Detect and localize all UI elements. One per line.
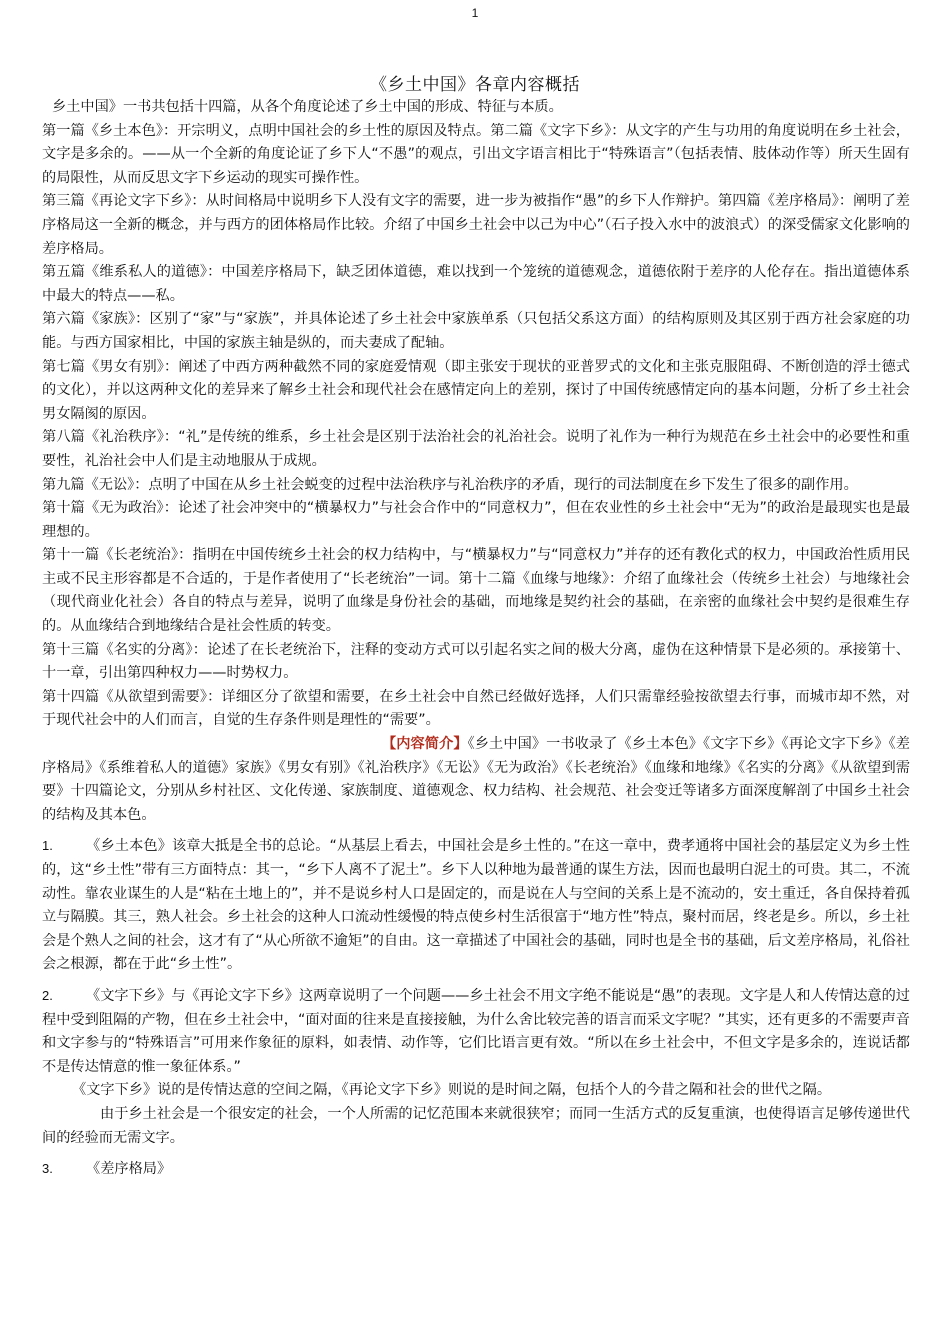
summary-label: 【内容简介】 <box>382 736 468 753</box>
section-3-heading <box>42 1157 910 1182</box>
chapter-paragraph-10: 第十篇《无为政治》：论述了社会冲突中的“横暴权力”与社会合作中的“同意权力”，但在农业性的乡土社会中“无为”的政治是最现实也是最理想的。 <box>42 500 910 540</box>
numbered-paragraph-2 <box>42 984 910 1079</box>
section-3-title: 《差序格局》 <box>86 1161 172 1178</box>
document-body <box>42 96 910 1182</box>
numbered-paragraph-1 <box>42 834 910 977</box>
intro-paragraph: 乡土中国》一书共包括十四篇，从各个角度论述了乡土中国的形成、特征与本质。 <box>52 99 563 115</box>
numbered-text: 《文字下乡》与《再论文字下乡》这两章说明了一个问题——乡土社会不用文字绝不能说是“愚”的表现。文字是人和人传情达意的过程中受到阻隔的产物，但在乡土社会中，“面对面的往来是直接接触，为什么舍比较完善的语言而采文字呢？”其实，还有更多的不需要声音和文字参与的“特殊语言”可用来作象征的原料，如表情、动作等，它们比语言更有效。“所以在乡土社会中，不但文字是多余的，连说话都不是传达情意的惟一象征体系。” <box>42 987 910 1075</box>
chapter-paragraph-3: 第三篇《再论文字下乡》：从时间格局中说明乡下人没有文字的需要，进一步为被指作“愚”的乡下人作辩护。第四篇《差序格局》：阐明了差序格局这一全新的概念，并与西方的团体格局作比较。介绍了中国乡土社会中以己为中心”（石子投入水中的波浪式）的深受儒家文化影响的差序格局。 <box>42 193 910 257</box>
chapter-paragraph-13: 第十三篇《名实的分离》：论述了在长老统治下，注释的变动方式可以引起名实之间的极大分离，虚伪在这种情景下是必须的。承接第十、十一章，引出第四种权力——时势权力。 <box>42 641 910 682</box>
chapter-paragraph-8: 第八篇《礼治秩序》：“礼”是传统的维系，乡土社会是区别于法治社会的礼治社会。说明了礼作为一种行为规范在乡土社会中的必要性和重要性，礼治社会中人们是主动地服从于成规。 <box>42 429 910 469</box>
item-number: 2. <box>42 987 53 1003</box>
chapter-paragraph-9: 第九篇《无讼》：点明了中国在从乡土社会蜕变的过程中法治秩序与礼治秩序的矛盾，现行的司法制度在乡下发生了很多的副作用。 <box>42 476 858 493</box>
item-number: 1. <box>42 838 53 854</box>
summary-paragraph <box>42 733 910 827</box>
memory-paragraph: 由于乡土社会是一个很安定的社会，一个人所需的记忆范围本来就很狭窄；而同一生活方式的反复重演，也使得语言足够传递世代间的经验而无需文字。 <box>42 1105 910 1146</box>
document-title: 《乡土中国》各章内容概括 <box>370 75 580 95</box>
numbered-text: 《乡土本色》该章大抵是全书的总论。“从基层上看去，中国社会是乡土性的。”在这一章中，费孝通将中国社会的基层定义为乡土性的，这“乡土性”带有三方面特点：其一，“乡下人离不了泥土”。乡下人以种地为最普通的谋生方法，因而也最明白泥土的可贵。其二，不流动性。靠农业谋生的人是“粘在土地上的”，并不是说乡村人口是固定的，而是说在人与空间的关系上是不流动的，安土重迁，各自保持着孤立与隔膜。其三，熟人社会。乡土社会的这种人口流动性缓慢的特点使乡村生活很富于“地方性”特点，聚村而居，终老是乡。所以，乡土社会是个熟人之间的社会，这才有了“从心所欲不逾矩”的自由。这一章描述了中国社会的基础，同时也是全书的基础，后文差序格局，礼俗社会之根源，都在于此“乡土性”。 <box>42 838 910 973</box>
chapter-paragraph-14: 第十四篇《从欲望到需要》：详细区分了欲望和需要，在乡土社会中自然已经做好选择，人们只需靠经验按欲望去行事，而城市却不然，对于现代社会中的人们而言，自觉的生存条件则是理性的“需要”。 <box>42 688 910 729</box>
item-number: 3. <box>42 1161 53 1177</box>
chapter-paragraph-5: 第五篇《维系私人的道德》：中国差序格局下，缺乏团体道德，难以找到一个笼统的道德观念，道德依附于差序的人伦存在。指出道德体系中最大的特点——私。 <box>42 264 910 304</box>
chapter-paragraph-6: 第六篇《家族》：区别了“家”与“家族”，并具体论述了乡土社会中家族单系（只包括父系这方面）的结构原则及其区别于西方社会家庭的功能。与西方国家相比，中国的家族主轴是纵的，而夫妻成了配轴。 <box>42 311 910 351</box>
chapter-paragraph-11: 第十一篇《长老统治》：指明在中国传统乡土社会的权力结构中，与“横暴权力”与“同意权力”并存的还有教化式的权力，中国政治性质用民主或不民主形容都是不合适的，于是作者使用了“长老统治”一词。第十二篇《血缘与地缘》：介绍了血缘社会（传统乡土社会）与地缘社会（现代商业化社会）各自的特点与差异，说明了血缘是身份社会的基础，而地缘是契约社会的基础，在亲密的血缘社会中契约是很难生存的。从血缘结合到地缘结合是社会性质的转变。 <box>42 547 910 635</box>
summary-text: 《乡土中国》一书收录了《乡土本色》《文字下乡》《再论文字下乡》《差序格局》《系维着私人的道德》家族》《男女有别》《礼治秩序》《无讼》《无为政治》《长老统治》《血缘和地缘》《名实的分离》《从欲望到需要》十四篇论文，分别从乡村社区、文化传递、家族制度、道德观念、权力结构、社会规范、社会变迁等诸多方面深度解剖了中国乡土社会的结构及其本色。 <box>42 736 910 823</box>
chapter-paragraph-1: 第一篇《乡土本色》：开宗明义，点明中国社会的乡土性的原因及特点。第二篇《文字下乡》：从文字的产生与功用的角度说明在乡土社会，文字是多余的。——从一个全新的角度论证了乡下人“不愚”的观点，引出文字语言相比于“特殊语言”（包括表情、肢体动作等）所天生固有的局限性，从而反思文字下乡运动的现实可操作性。 <box>42 122 910 186</box>
space-time-paragraph: 《文字下乡》说的是传情达意的空间之隔，《再论文字下乡》则说的是时间之隔，包括个人的今昔之隔和社会的世代之隔。 <box>72 1082 832 1099</box>
chapter-paragraph-7: 第七篇《男女有别》：阐述了中西方两种截然不同的家庭爱情观（即主张安于现状的亚普罗式的文化和主张克服阻碍、不断创造的浮士德式的文化），并以这两种文化的差异来了解乡土社会和现代社会在感情定向上的差别，探讨了中国传统感情定向的基本问题，分析了乡土社会男女隔阂的原因。 <box>42 358 910 422</box>
page-number: 1 <box>471 6 479 20</box>
